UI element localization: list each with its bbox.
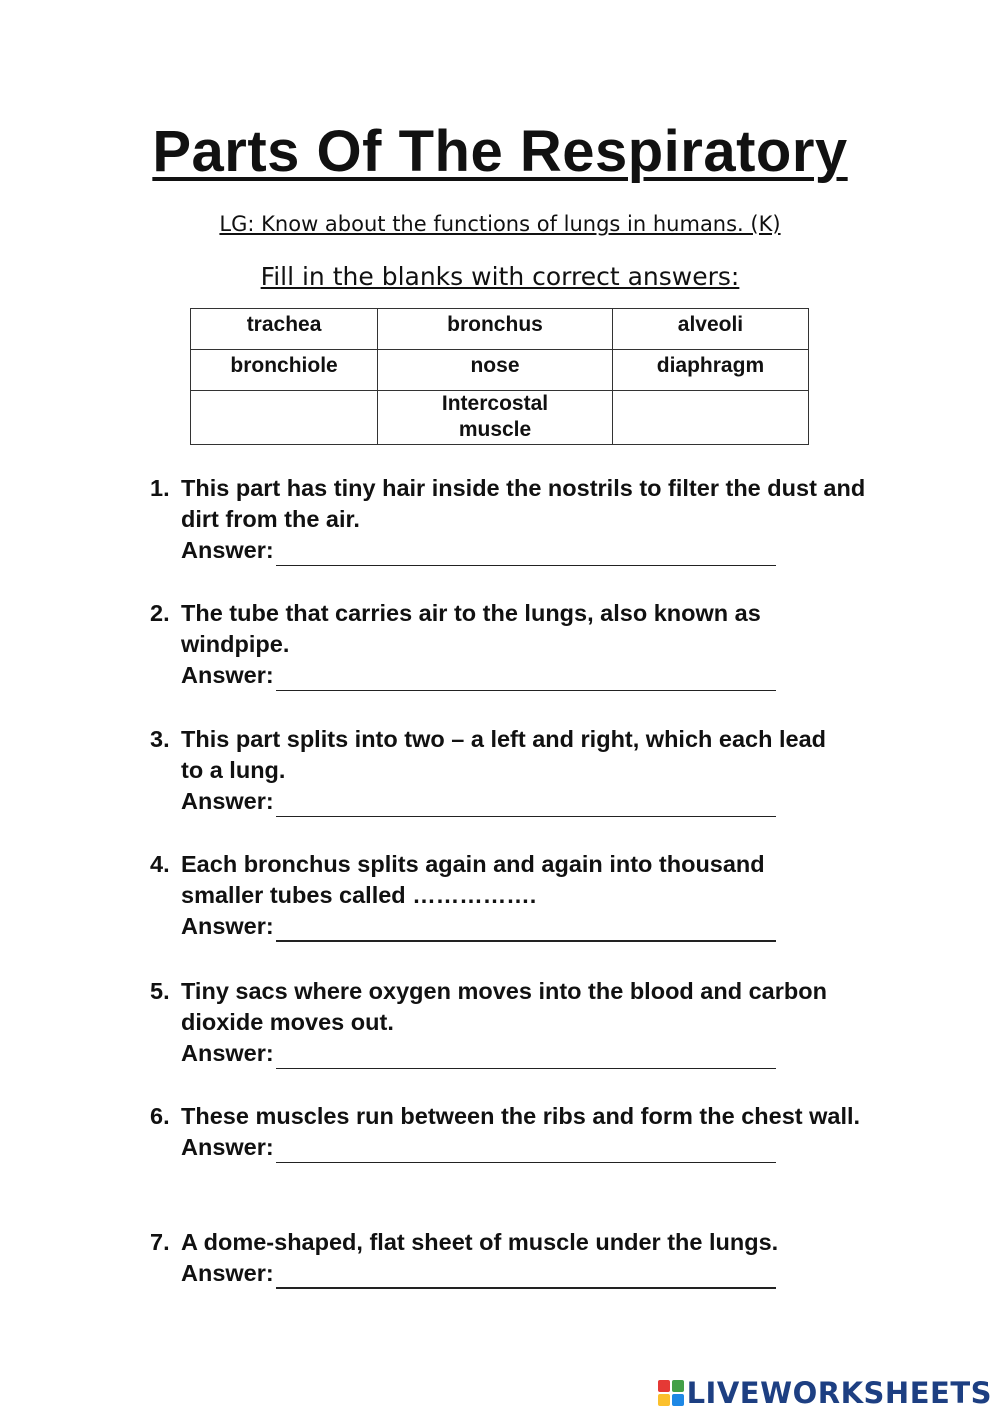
logo-square <box>658 1380 670 1392</box>
answer-label: Answer: <box>181 1260 274 1286</box>
answer-row <box>181 911 890 942</box>
answer-row <box>181 1038 890 1069</box>
answer-blank-5[interactable] <box>276 1044 776 1069</box>
question-text: These muscles run between the ribs and form the chest wall. <box>181 1103 861 1129</box>
liveworksheets-logo-icon <box>658 1380 684 1406</box>
liveworksheets-brand[interactable] <box>658 1376 992 1410</box>
brand-name: LIVEWORKSHEETS <box>686 1376 992 1410</box>
word-bank-table <box>190 308 809 445</box>
word-bank-cell: diaphragm <box>612 350 808 391</box>
question-2 <box>150 598 890 691</box>
question-number: 5. <box>150 978 170 1004</box>
word-bank-row <box>191 391 809 445</box>
word-bank-cell: alveoli <box>612 309 808 350</box>
logo-square <box>658 1394 670 1406</box>
question-text: This part splits into two – a left and right, which each lead to a lung. <box>181 726 827 783</box>
question-text: The tube that carries air to the lungs, also known as windpipe. <box>181 600 761 657</box>
logo-square <box>672 1394 684 1406</box>
word-bank-row <box>191 350 809 391</box>
worksheet-title: Parts Of The Respiratory <box>152 119 848 184</box>
word-bank-cell <box>612 391 808 445</box>
learning-goal: LG: Know about the functions of lungs in humans. (K) <box>219 212 781 236</box>
answer-blank-6[interactable] <box>276 1138 776 1163</box>
word-bank-cell <box>191 391 378 445</box>
answer-label: Answer: <box>181 1134 274 1160</box>
answer-row <box>181 786 890 817</box>
answer-blank-1[interactable] <box>276 541 776 566</box>
question-number: 1. <box>150 475 170 501</box>
question-5 <box>150 976 890 1069</box>
instruction: Fill in the blanks with correct answers: <box>260 262 740 291</box>
answer-row <box>181 1258 890 1289</box>
word-bank-cell: trachea <box>191 309 378 350</box>
answer-row <box>181 660 890 691</box>
answer-blank-2[interactable] <box>276 666 776 691</box>
question-3 <box>150 724 890 817</box>
answer-blank-3[interactable] <box>276 792 776 817</box>
question-7 <box>150 1227 890 1289</box>
answer-label: Answer: <box>181 537 274 563</box>
answer-blank-7[interactable] <box>276 1263 776 1289</box>
word-bank-cell: nose <box>378 350 613 391</box>
answer-blank-4[interactable] <box>276 916 776 942</box>
word-bank-cell: bronchus <box>378 309 613 350</box>
question-number: 7. <box>150 1229 170 1255</box>
question-text: A dome-shaped, flat sheet of muscle under the lungs. <box>181 1229 779 1255</box>
answer-row <box>181 1132 890 1163</box>
word-bank-row <box>191 309 809 350</box>
word-bank-cell: Intercostal muscle <box>378 391 613 445</box>
question-text: Each bronchus splits again and again into thousand smaller tubes called ……………. <box>181 851 765 908</box>
answer-label: Answer: <box>181 662 274 688</box>
question-number: 3. <box>150 726 170 752</box>
answer-label: Answer: <box>181 1040 274 1066</box>
question-text: This part has tiny hair inside the nostrils to filter the dust and dirt from the air. <box>181 475 866 532</box>
question-text: Tiny sacs where oxygen moves into the blood and carbon dioxide moves out. <box>181 978 827 1035</box>
question-1 <box>150 473 890 566</box>
question-number: 4. <box>150 851 170 877</box>
logo-square <box>672 1380 684 1392</box>
word-bank-cell: bronchiole <box>191 350 378 391</box>
question-number: 6. <box>150 1103 170 1129</box>
question-4 <box>150 849 890 942</box>
answer-label: Answer: <box>181 788 274 814</box>
answer-label: Answer: <box>181 913 274 939</box>
question-number: 2. <box>150 600 170 626</box>
answer-row <box>181 535 890 566</box>
question-6 <box>150 1101 890 1163</box>
